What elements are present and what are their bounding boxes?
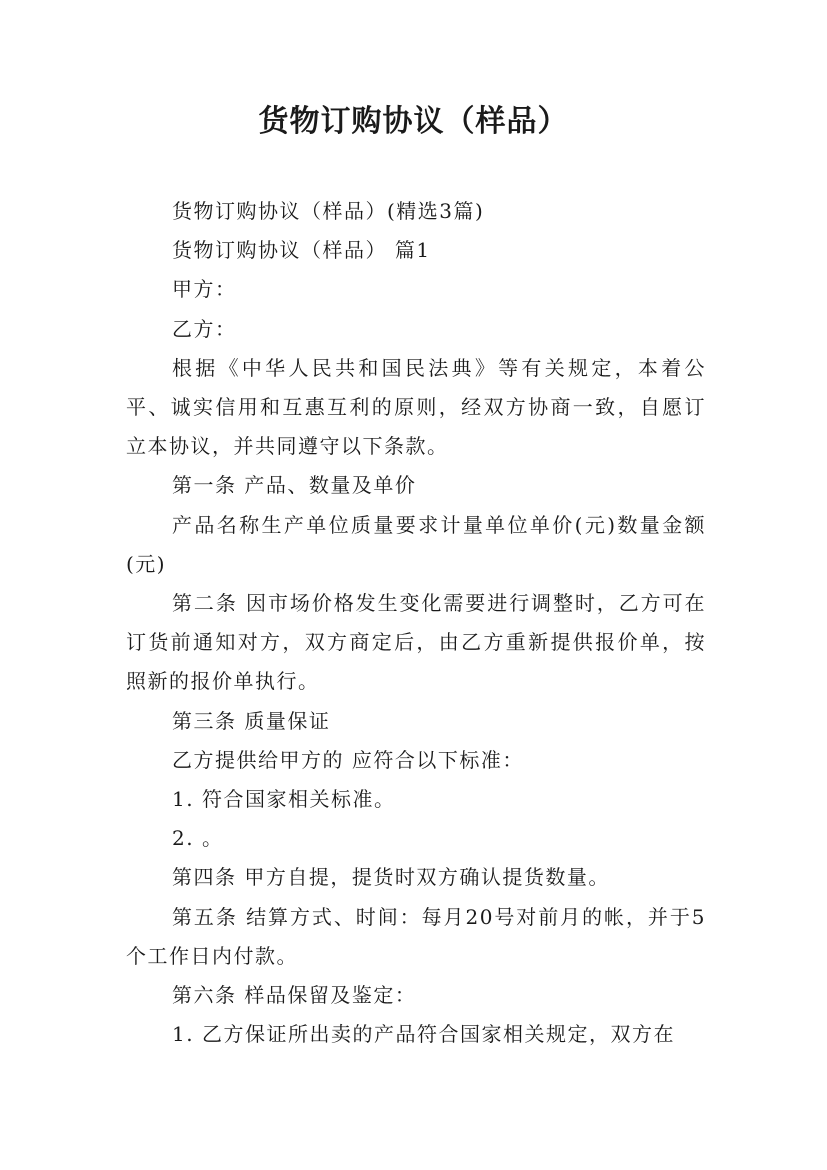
clause-6-heading: 第六条 样品保留及鉴定： xyxy=(172,983,417,1008)
clause-5-paragraph: 第五条 结算方式、时间：每月20号对前月的帐，并于5个工作日内付款。 xyxy=(126,904,706,968)
clause-1-heading: 第一条 产品、数量及单价 xyxy=(172,473,417,498)
sample-item-1: 1. 乙方保证所出卖的产品符合国家相关规定，双方在 xyxy=(172,1022,675,1047)
article-heading: 货物订购协议（样品） 篇1 xyxy=(172,238,431,263)
party-b-line: 乙方： xyxy=(172,316,237,341)
clause-2-paragraph: 第二条 因市场价格发生变化需要进行调整时，乙方可在订货前通知对方，双方商定后，由乙方重新提供报价单，按照新的报价单执行。 xyxy=(126,591,706,694)
quality-item-2: 2. 。 xyxy=(172,826,224,851)
clause-3-heading: 第三条 质量保证 xyxy=(172,708,331,733)
collection-heading: 货物订购协议（样品）(精选3篇) xyxy=(172,199,485,223)
clause-4-paragraph: 第四条 甲方自提，提货时双方确认提货数量。 xyxy=(172,865,610,890)
product-table-header-line: 产品名称生产单位质量要求计量单位单价(元)数量金额(元) xyxy=(126,512,706,576)
party-a-line: 甲方： xyxy=(172,277,237,302)
quality-item-1: 1. 符合国家相关标准。 xyxy=(172,787,396,812)
preamble-paragraph: 根据《中华人民共和国民法典》等有关规定，本着公平、诚实信用和互惠互利的原则，经双方协商一致，自愿订立本协议，并共同遵守以下条款。 xyxy=(126,355,706,459)
document-title: 货物订购协议（样品） xyxy=(258,104,569,139)
quality-standard-line: 乙方提供给甲方的 应符合以下标准： xyxy=(172,747,524,772)
document-body xyxy=(126,192,706,1054)
